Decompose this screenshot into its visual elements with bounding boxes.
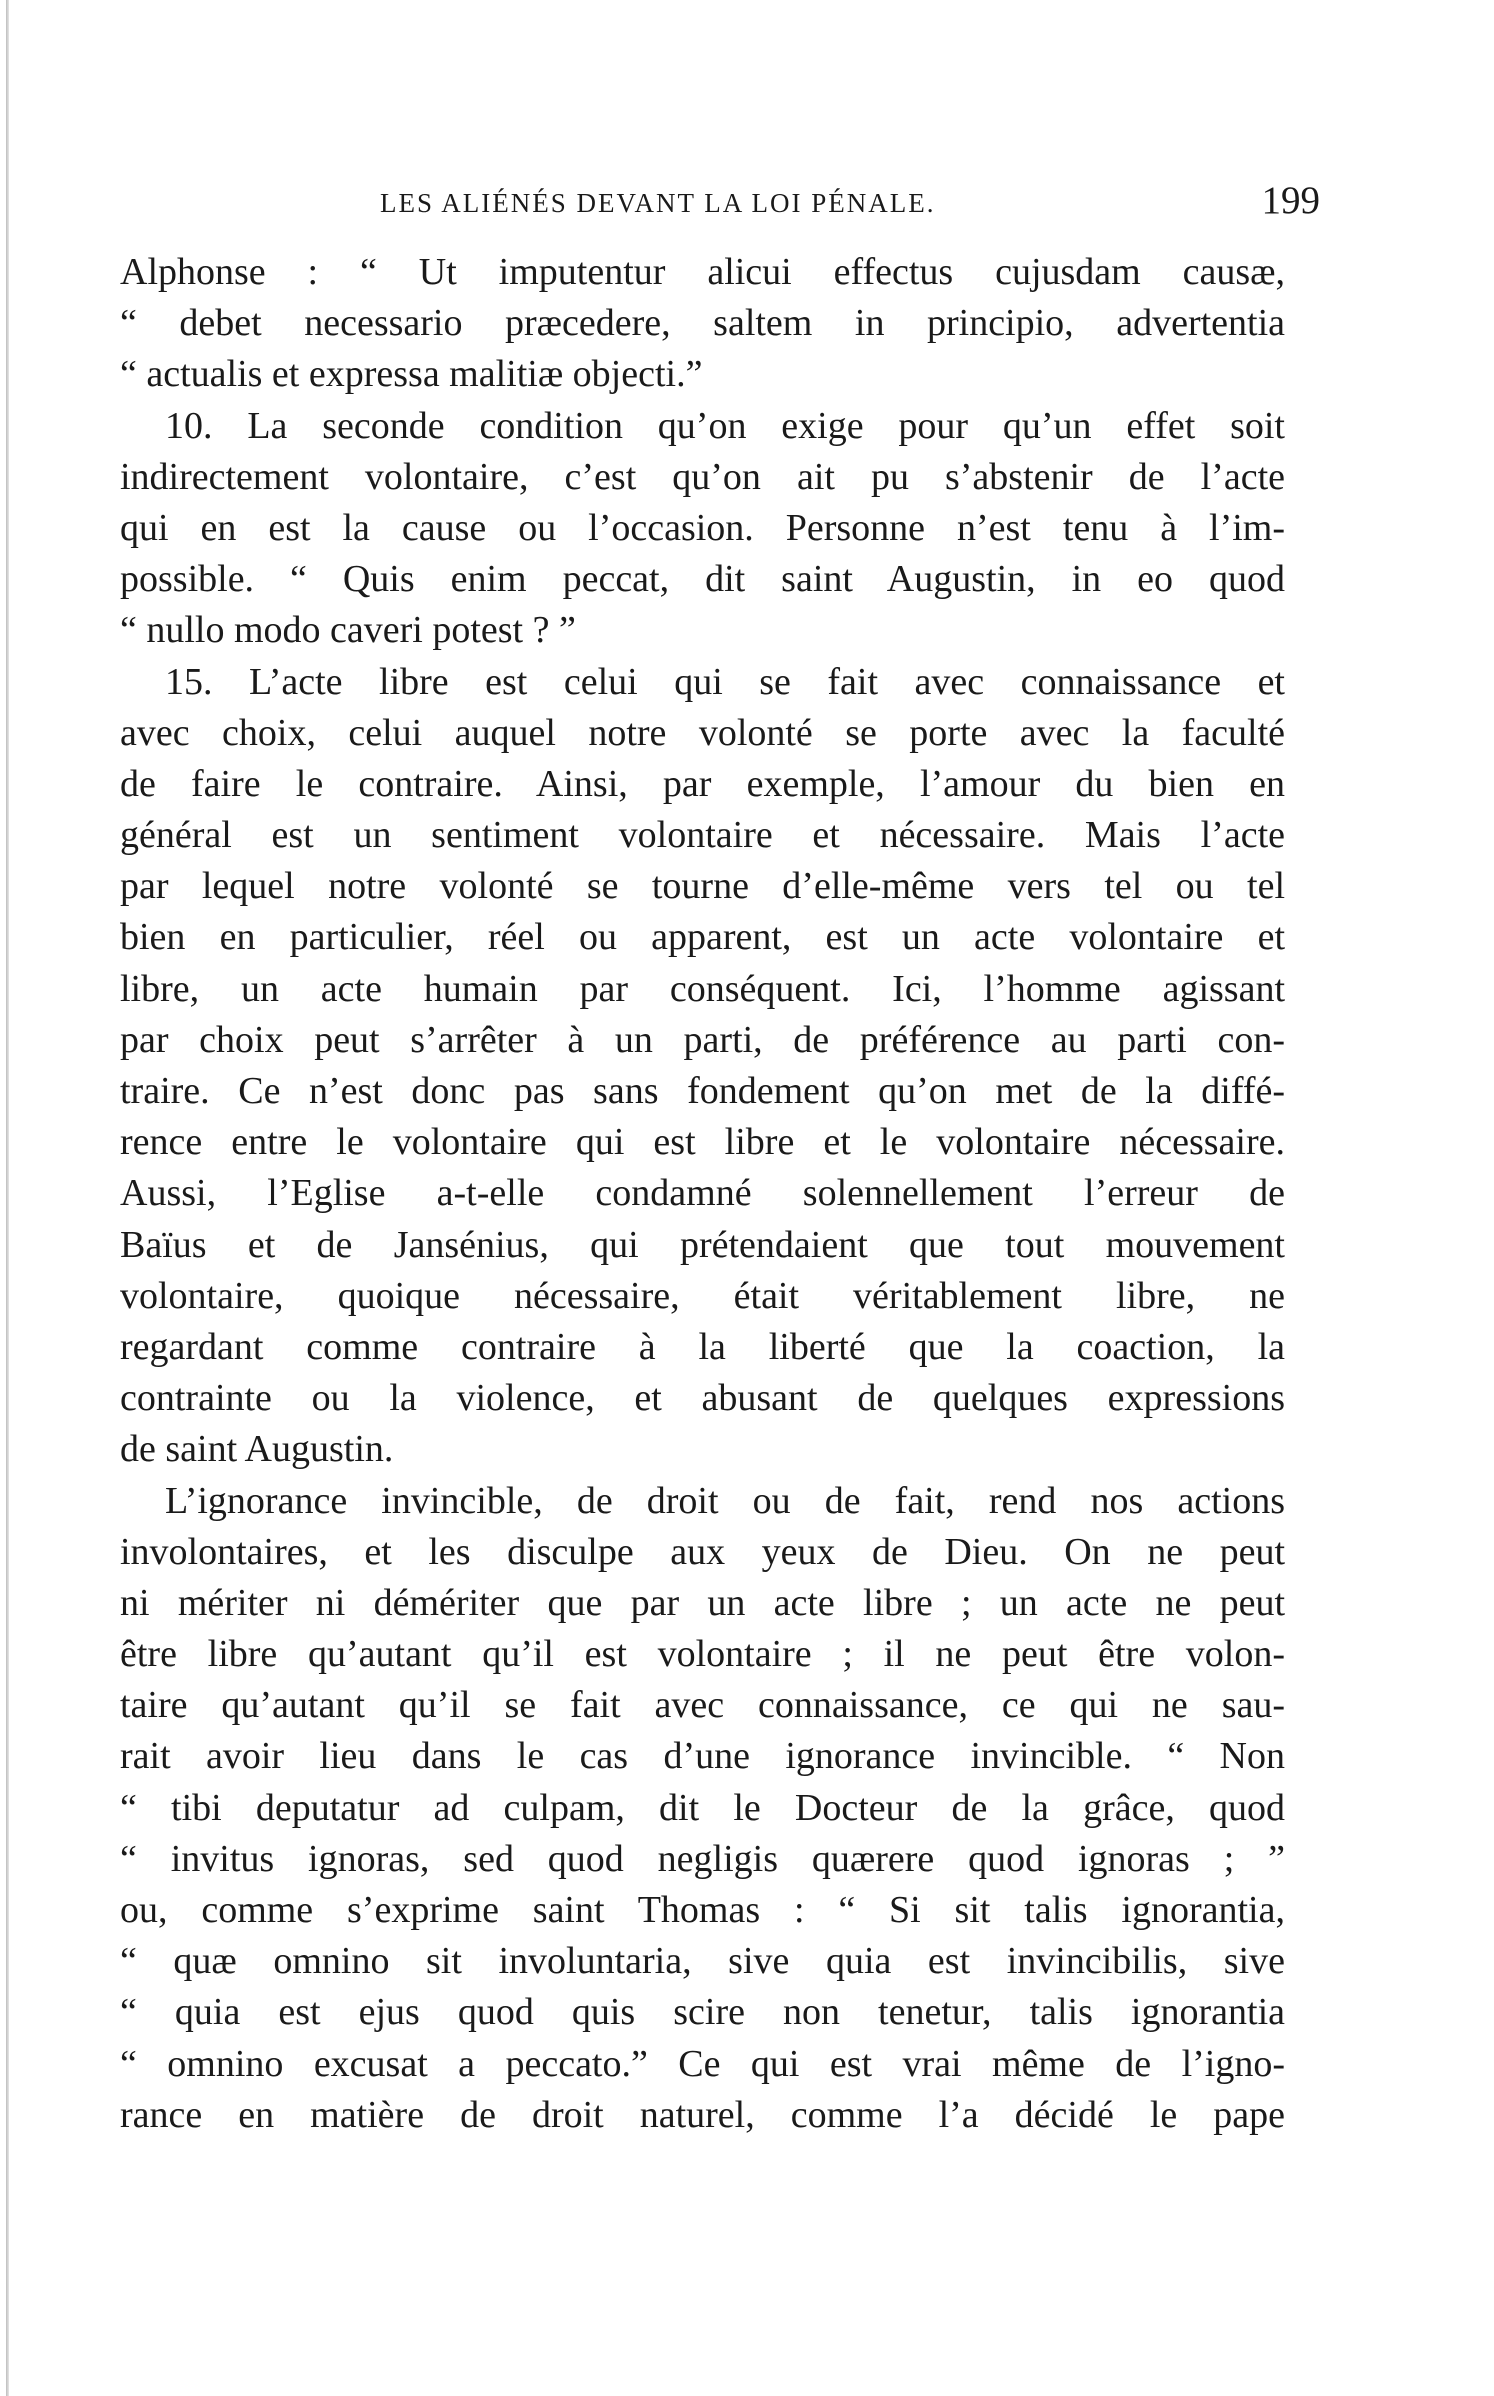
text-line: “ omnino excusat a peccato.” Ce qui est vrai même de l’igno- — [120, 2042, 1285, 2085]
text-line: de faire le contraire. Ainsi, par exemple, l’amour du bien en — [120, 762, 1285, 805]
text-line: 15. L’acte libre est celui qui se fait avec connaissance et — [165, 660, 1285, 703]
text-line: qui en est la cause ou l’occasion. Personne n’est tenu à l’im- — [120, 506, 1285, 549]
text-line: “ tibi deputatur ad culpam, dit le Docteur de la grâce, quod — [120, 1786, 1285, 1829]
running-head: LES ALIÉNÉS DEVANT LA LOI PÉNALE. — [380, 188, 936, 218]
page-header — [380, 178, 1320, 228]
text-line: bien en particulier, réel ou apparent, est un acte volontaire et — [120, 916, 1285, 959]
text-line: être libre qu’autant qu’il est volontaire ; il ne peut être volon- — [120, 1633, 1285, 1676]
text-line: indirectement volontaire, c’est qu’on ait pu s’abstenir de l’acte — [120, 455, 1285, 498]
text-line: L’ignorance invincible, de droit ou de fait, rend nos actions — [165, 1479, 1285, 1522]
text-line: Aussi, l’Eglise a-t-elle condamné solennellement l’erreur de — [120, 1172, 1285, 1215]
text-line: taire qu’autant qu’il se fait avec connaissance, ce qui ne sau- — [120, 1684, 1285, 1727]
text-line: “ quæ omnino sit involuntaria, sive quia est invincibilis, sive — [120, 1940, 1285, 1983]
text-line: Baïus et de Jansénius, qui prétendaient que tout mouvement — [120, 1223, 1285, 1266]
text-line: “ invitus ignoras, sed quod negligis quærere quod ignoras ; ” — [120, 1837, 1285, 1880]
text-line: Alphonse : “ Ut imputentur alicui effectus cujusdam causæ, — [120, 251, 1285, 293]
text-line: traire. Ce n’est donc pas sans fondement qu’on met de la diffé- — [120, 1070, 1285, 1112]
body-text — [120, 247, 1285, 2141]
text-line: “ debet necessario præcedere, saltem in principio, advertentia — [120, 302, 1285, 345]
text-line: involontaires, et les disculpe aux yeux de Dieu. On ne peut — [120, 1530, 1285, 1573]
binding-edge — [6, 0, 9, 2396]
text-line: libre, un acte humain par conséquent. Ici, l’homme agissant — [120, 967, 1285, 1010]
text-line: rait avoir lieu dans le cas d’une ignorance invincible. “ Non — [120, 1735, 1285, 1778]
page-number: 199 — [1261, 179, 1320, 222]
text-line: de saint Augustin. — [120, 1428, 394, 1471]
text-line: rence entre le volontaire qui est libre et le volontaire nécessaire. — [120, 1121, 1285, 1164]
text-line: “ nullo modo caveri potest ? ” — [120, 609, 576, 652]
text-line: avec choix, celui auquel notre volonté se porte avec la faculté — [120, 711, 1285, 754]
text-line: 10. La seconde condition qu’on exige pour qu’un effet soit — [165, 404, 1285, 447]
text-line: “ actualis et expressa malitiæ objecti.” — [120, 353, 703, 396]
text-line: ni mériter ni démériter que par un acte libre ; un acte ne peut — [120, 1581, 1285, 1624]
text-line: volontaire, quoique nécessaire, était véritablement libre, ne — [120, 1274, 1285, 1317]
text-line: général est un sentiment volontaire et nécessaire. Mais l’acte — [120, 814, 1285, 857]
text-line: ou, comme s’exprime saint Thomas : “ Si sit talis ignorantia, — [120, 1889, 1285, 1931]
text-line: rance en matière de droit naturel, comme l’a décidé le pape — [120, 2093, 1285, 2136]
text-line: contrainte ou la violence, et abusant de quelques expressions — [120, 1377, 1285, 1420]
text-line: “ quia est ejus quod quis scire non tenetur, talis ignorantia — [120, 1991, 1285, 2034]
text-line: par choix peut s’arrêter à un parti, de préférence au parti con- — [120, 1018, 1285, 1061]
text-line: possible. “ Quis enim peccat, dit saint Augustin, in eo quod — [120, 558, 1285, 601]
text-line: par lequel notre volonté se tourne d’elle-même vers tel ou tel — [120, 865, 1285, 908]
text-line: regardant comme contraire à la liberté que la coaction, la — [120, 1325, 1285, 1368]
